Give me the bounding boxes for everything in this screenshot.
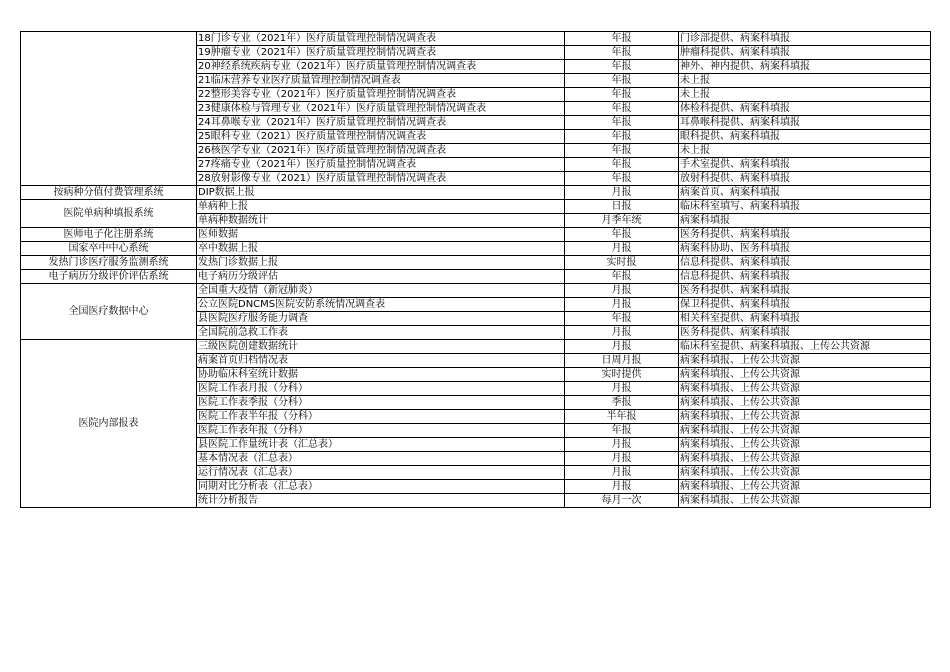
- report-table: [20, 31, 931, 508]
- item-cell[interactable]: 单病种数据统计: [197, 214, 565, 228]
- system-cell[interactable]: 国家卒中中心系统: [21, 242, 197, 256]
- system-cell[interactable]: 发热门诊医疗服务监测系统: [21, 256, 197, 270]
- frequency-cell[interactable]: 月报: [565, 284, 679, 298]
- source-cell[interactable]: 临床科室填写、病案科填报: [679, 200, 931, 214]
- frequency-cell[interactable]: 日报: [565, 200, 679, 214]
- item-cell[interactable]: 19肿瘤专业（2021年）医疗质量管理控制情况调查表: [197, 46, 565, 60]
- source-cell[interactable]: 医务科提供、病案科填报: [679, 284, 931, 298]
- frequency-cell[interactable]: 年报: [565, 228, 679, 242]
- frequency-cell[interactable]: 月报: [565, 452, 679, 466]
- source-cell[interactable]: 病案科填报、上传公共资源: [679, 396, 931, 410]
- item-cell[interactable]: 医院工作表季报（分科）: [197, 396, 565, 410]
- report-table-body: [21, 32, 931, 508]
- source-cell[interactable]: 未上报: [679, 144, 931, 158]
- frequency-cell[interactable]: 年报: [565, 158, 679, 172]
- table-row: [21, 32, 931, 46]
- table-row: [21, 256, 931, 270]
- frequency-cell[interactable]: 月报: [565, 466, 679, 480]
- item-cell[interactable]: 卒中数据上报: [197, 242, 565, 256]
- source-cell[interactable]: 信息科提供、病案科填报: [679, 256, 931, 270]
- system-cell[interactable]: 医院单病种填报系统: [21, 200, 197, 228]
- source-cell[interactable]: 病案科填报、上传公共资源: [679, 452, 931, 466]
- frequency-cell[interactable]: 年报: [565, 116, 679, 130]
- source-cell[interactable]: 病案科填报、上传公共资源: [679, 354, 931, 368]
- source-cell[interactable]: 病案科填报、上传公共资源: [679, 368, 931, 382]
- source-cell[interactable]: 病案科填报、上传公共资源: [679, 410, 931, 424]
- item-cell[interactable]: 医院工作表年报（分科）: [197, 424, 565, 438]
- item-cell[interactable]: 27疼痛专业（2021年）医疗质量控制情况调查表: [197, 158, 565, 172]
- table-row: [21, 200, 931, 214]
- item-cell[interactable]: 运行情况表（汇总表）: [197, 466, 565, 480]
- source-cell[interactable]: 病案科填报、上传公共资源: [679, 494, 931, 508]
- table-row: [21, 242, 931, 256]
- item-cell[interactable]: 单病种上报: [197, 200, 565, 214]
- frequency-cell[interactable]: 年报: [565, 144, 679, 158]
- system-cell[interactable]: 全国医疗数据中心: [21, 284, 197, 340]
- source-cell[interactable]: 手术室提供、病案科填报: [679, 158, 931, 172]
- table-row: [21, 228, 931, 242]
- source-cell[interactable]: 体检科提供、病案科填报: [679, 102, 931, 116]
- item-cell[interactable]: 三级医院创建数据统计: [197, 340, 565, 354]
- frequency-cell[interactable]: 月报: [565, 186, 679, 200]
- system-cell[interactable]: [21, 32, 197, 186]
- item-cell[interactable]: DIP数据上报: [197, 186, 565, 200]
- frequency-cell[interactable]: 年报: [565, 74, 679, 88]
- item-cell[interactable]: 25眼科专业（2021）医疗质量管理控制情况调查表: [197, 130, 565, 144]
- frequency-cell[interactable]: 年报: [565, 32, 679, 46]
- item-cell[interactable]: 20神经系统疾病专业（2021年）医疗质量管理控制情况调查表: [197, 60, 565, 74]
- item-cell[interactable]: 全国院前急救工作表: [197, 326, 565, 340]
- item-cell[interactable]: 县医院医疗服务能力调查: [197, 312, 565, 326]
- source-cell[interactable]: 病案科填报: [679, 214, 931, 228]
- frequency-cell[interactable]: 月报: [565, 480, 679, 494]
- item-cell[interactable]: 县医院工作量统计表（汇总表）: [197, 438, 565, 452]
- system-cell[interactable]: 医院内部报表: [21, 340, 197, 508]
- frequency-cell[interactable]: 年报: [565, 312, 679, 326]
- frequency-cell[interactable]: 半年报: [565, 410, 679, 424]
- item-cell[interactable]: 医师数据: [197, 228, 565, 242]
- table-row: [21, 284, 931, 298]
- frequency-cell[interactable]: 年报: [565, 60, 679, 74]
- item-cell[interactable]: 电子病历分级评估: [197, 270, 565, 284]
- frequency-cell[interactable]: 月报: [565, 438, 679, 452]
- frequency-cell[interactable]: 月季年统: [565, 214, 679, 228]
- source-cell[interactable]: 病案首页、病案科填报: [679, 186, 931, 200]
- frequency-cell[interactable]: 年报: [565, 46, 679, 60]
- source-cell[interactable]: 保卫科提供、病案科填报: [679, 298, 931, 312]
- source-cell[interactable]: 病案科填报、上传公共资源: [679, 424, 931, 438]
- item-cell[interactable]: 28放射影像专业（2021）医疗质量管理控制情况调查表: [197, 172, 565, 186]
- source-cell[interactable]: 病案科填报、上传公共资源: [679, 438, 931, 452]
- system-cell[interactable]: 按病种分值付费管理系统: [21, 186, 197, 200]
- frequency-cell[interactable]: 季报: [565, 396, 679, 410]
- source-cell[interactable]: 放射科提供、病案科填报: [679, 172, 931, 186]
- source-cell[interactable]: 信息科提供、病案科填报: [679, 270, 931, 284]
- item-cell[interactable]: 21临床营养专业医疗质量管理控制情况调查表: [197, 74, 565, 88]
- frequency-cell[interactable]: 月报: [565, 242, 679, 256]
- source-cell[interactable]: 医务科提供、病案科填报: [679, 326, 931, 340]
- item-cell[interactable]: 统计分析报告: [197, 494, 565, 508]
- item-cell[interactable]: 24耳鼻喉专业（2021年）医疗质量管理控制情况调查表: [197, 116, 565, 130]
- item-cell[interactable]: 发热门诊数据上报: [197, 256, 565, 270]
- item-cell[interactable]: 22整形美容专业（2021年）医疗质量管理控制情况调查表: [197, 88, 565, 102]
- frequency-cell[interactable]: 年报: [565, 424, 679, 438]
- item-cell[interactable]: 18门诊专业（2021年）医疗质量管理控制情况调查表: [197, 32, 565, 46]
- system-cell[interactable]: 电子病历分级评价评估系统: [21, 270, 197, 284]
- item-cell[interactable]: 医院工作表半年报（分科）: [197, 410, 565, 424]
- frequency-cell[interactable]: 月报: [565, 298, 679, 312]
- source-cell[interactable]: 临床科室提供、病案科填报、上传公共资源: [679, 340, 931, 354]
- item-cell[interactable]: 基本情况表（汇总表）: [197, 452, 565, 466]
- item-cell[interactable]: 协助临床科室统计数据: [197, 368, 565, 382]
- source-cell[interactable]: 医务科提供、病案科填报: [679, 228, 931, 242]
- item-cell[interactable]: 同期对比分析表（汇总表）: [197, 480, 565, 494]
- frequency-cell[interactable]: 每月一次: [565, 494, 679, 508]
- frequency-cell[interactable]: 年报: [565, 88, 679, 102]
- source-cell[interactable]: 病案科协助、医务科填报: [679, 242, 931, 256]
- item-cell[interactable]: 医院工作表月报（分科）: [197, 382, 565, 396]
- frequency-cell[interactable]: 年报: [565, 130, 679, 144]
- source-cell[interactable]: 病案科填报、上传公共资源: [679, 466, 931, 480]
- source-cell[interactable]: 未上报: [679, 74, 931, 88]
- frequency-cell[interactable]: 月报: [565, 326, 679, 340]
- item-cell[interactable]: 全国重大疫情（新冠肺炎）: [197, 284, 565, 298]
- frequency-cell[interactable]: 月报: [565, 382, 679, 396]
- system-cell[interactable]: 医师电子化注册系统: [21, 228, 197, 242]
- table-row: [21, 340, 931, 354]
- source-cell[interactable]: 未上报: [679, 88, 931, 102]
- source-cell[interactable]: 肿瘤科提供、病案科填报: [679, 46, 931, 60]
- item-cell[interactable]: 23健康体检与管理专业（2021年）医疗质量管理控制情况调查表: [197, 102, 565, 116]
- frequency-cell[interactable]: 年报: [565, 172, 679, 186]
- source-cell[interactable]: 耳鼻喉科提供、病案科填报: [679, 116, 931, 130]
- source-cell[interactable]: 相关科室提供、病案科填报: [679, 312, 931, 326]
- frequency-cell[interactable]: 实时提供: [565, 368, 679, 382]
- source-cell[interactable]: 病案科填报、上传公共资源: [679, 382, 931, 396]
- item-cell[interactable]: 公立医院DNCMS医院安防系统情况调查表: [197, 298, 565, 312]
- item-cell[interactable]: 病案首页归档情况表: [197, 354, 565, 368]
- source-cell[interactable]: 眼科提供、病案科填报: [679, 130, 931, 144]
- source-cell[interactable]: 病案科填报、上传公共资源: [679, 480, 931, 494]
- source-cell[interactable]: 神外、神内提供、病案科填报: [679, 60, 931, 74]
- frequency-cell[interactable]: 年报: [565, 270, 679, 284]
- item-cell[interactable]: 26核医学专业（2021年）医疗质量管理控制情况调查表: [197, 144, 565, 158]
- frequency-cell[interactable]: 月报: [565, 340, 679, 354]
- frequency-cell[interactable]: 年报: [565, 102, 679, 116]
- table-row: [21, 270, 931, 284]
- table-row: [21, 186, 931, 200]
- source-cell[interactable]: 门诊部提供、病案科填报: [679, 32, 931, 46]
- frequency-cell[interactable]: 实时报: [565, 256, 679, 270]
- frequency-cell[interactable]: 日周月报: [565, 354, 679, 368]
